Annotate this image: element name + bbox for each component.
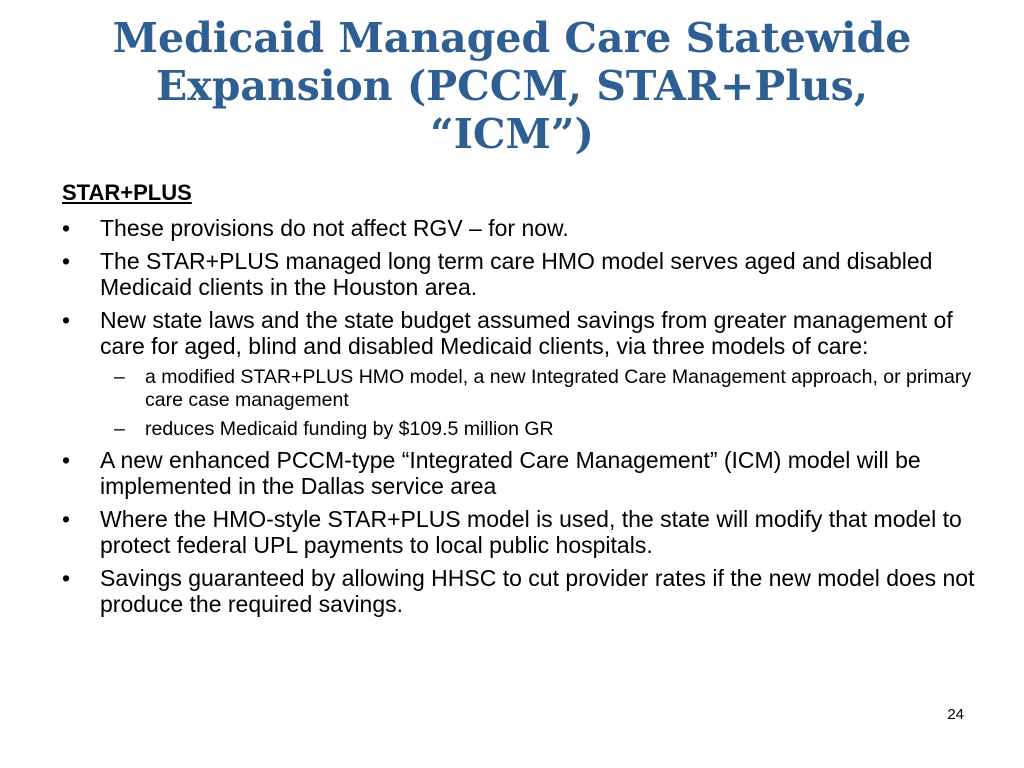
sub-bullet-marker: – [114,366,125,388]
bullet-marker: • [62,565,71,591]
bullet-text: A new enhanced PCCM-type “Integrated Care Management” (ICM) model will be implemented in the Dallas service area [100,447,921,499]
bullet-marker: • [62,307,71,333]
bullet-marker: • [62,248,71,274]
bullet-marker: • [62,447,71,473]
sub-bullet-marker: – [114,418,125,440]
bullet-item-3 [62,307,992,359]
bullet-text: The STAR+PLUS managed long term care HMO model serves aged and disabled Medicaid clients in the Houston area. [100,248,933,300]
bullet-text: Where the HMO-style STAR+PLUS model is used, the state will modify that model to protect federal UPL payments to local public hospitals. [100,506,962,558]
slide-body [62,180,992,624]
bullet-item-1 [62,215,992,241]
bullet-item-5 [62,506,992,558]
sub-bullet-item-2 [62,418,992,441]
title-line-2: Expansion (PCCM, STAR+Plus, [156,62,868,110]
bullet-text: These provisions do not affect RGV – for now. [100,215,569,241]
title-line-1: Medicaid Managed Care Statewide [112,14,912,62]
bullet-text: Savings guaranteed by allowing HHSC to cut provider rates if the new model does not produce the required savings. [100,565,975,617]
bullet-marker: • [62,215,71,241]
section-heading: STAR+PLUS [62,180,192,205]
slide-title [60,14,964,158]
bullet-marker: • [62,506,71,532]
sub-bullet-text: a modified STAR+PLUS HMO model, a new Integrated Care Management approach, or primary care case management [145,366,972,411]
bullet-text: New state laws and the state budget assumed savings from greater management of care for aged, blind and disabled Medicaid clients, via three models of care: [100,307,953,359]
bullet-item-2 [62,248,992,300]
bullet-item-4 [62,447,992,499]
title-line-3: “ICM”) [430,110,594,158]
bullet-item-6 [62,565,992,617]
sub-bullet-item-1 [62,366,992,412]
sub-bullet-text: reduces Medicaid funding by $109.5 million GR [145,418,554,440]
page-number: 24 [947,706,964,723]
